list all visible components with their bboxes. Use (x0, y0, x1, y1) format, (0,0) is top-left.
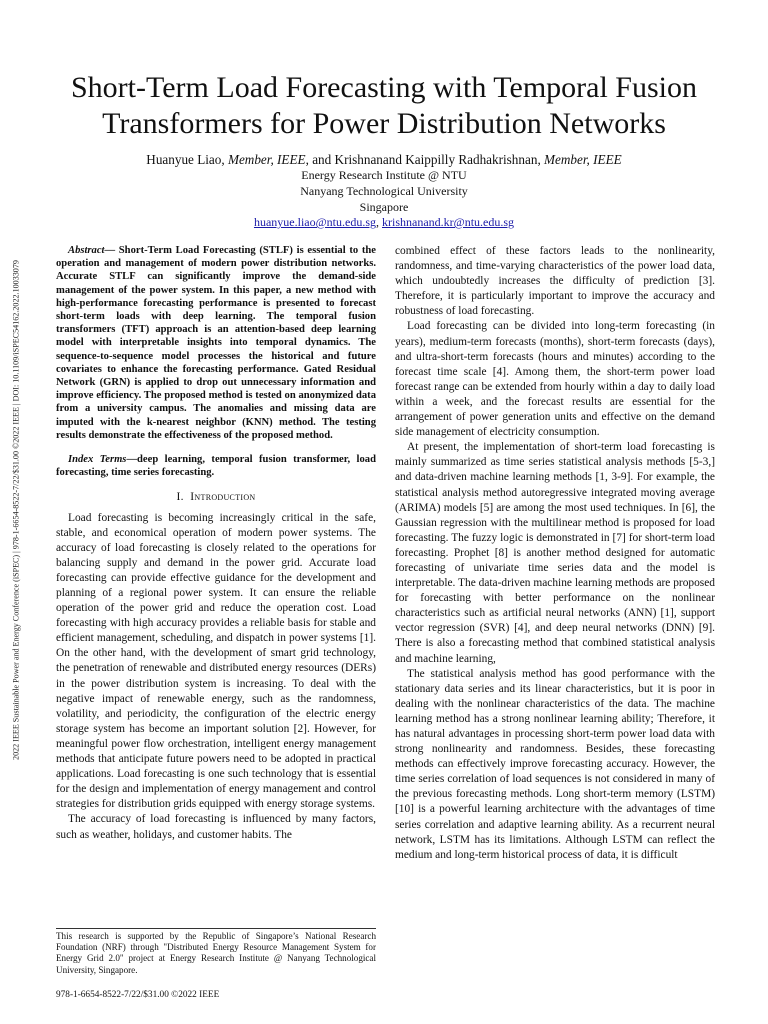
side-identifier (4, 190, 28, 830)
body-paragraph-3: At present, the implementation of short-term load forecasting is mainly summarized as time series statistical analysis methods [5-3,] and data-driven machine learning methods [1, 3-9]. For example, the statistical analysis method autoregressive integrated moving average (ARIMA) models [5] are among the most used techniques. In [6], the Gaussian regression with the multilinear method is proposed for load forecasting. The fuzzy logic is demonstrated in [7] for short-term load forecasting. Prophet [8] is another method designed for automatic forecasting of univariate time series data and the model is interpretable. The data-driven machine learning methods are proposed for forecasting with better performance on the nonlinear characteristics such as artificial neural networks (ANN) [1], support vector regression (SVR) [4], and deep neural networks (DNN) [9]. There is also a forecasting method that combined statistical analysis and machine learning, (395, 441, 715, 665)
index-terms (56, 453, 376, 479)
abstract (56, 244, 376, 442)
section-number: I. (176, 490, 184, 504)
affiliation-country: Singapore (359, 200, 409, 214)
author-2-role: Member, IEEE (544, 152, 622, 167)
author-1: Huanyue Liao, (146, 152, 228, 167)
page-footer: 978-1-6654-8522-7/22/$31.00 ©2022 IEEE (56, 990, 220, 1000)
email-separator: , (376, 215, 382, 229)
author-1-role: Member, IEEE (227, 152, 306, 167)
abstract-text: — Short-Term Load Forecasting (STLF) is essential to the operation and management of modern power distribution networks. Accurate STLF can significantly improve the demand-side management of the power system. In this paper, a new method with high-performance forecasting performance is presented to forecast short-term loads with deep learning. The temporal fusion transformers (TFT) approach is an attention-based deep learning model with interpretable insights into temporal dynamics. The sequence-to-sequence model processes the historical and future covariates to enhance the forecasting performance. Gated Residual Network (GRN) is applied to drop out unnecessary information and improve efficiency. The proposed method is tested on anonymized data from a university campus. The anomalies and missing data are imputed with the k-nearest neighbor (KNN) method. The testing results demonstrate the effectiveness of the proposed method. (56, 245, 376, 441)
abstract-label: Abstract (68, 245, 105, 256)
email-link-1[interactable]: huanyue.liao@ntu.edu.sg (253, 215, 376, 229)
side-identifier-text: 2022 IEEE Sustainable Power and Energy Conference (iSPEC) | 978-1-6654-8522-7/22/$31.00 ©2022 IEEE | DOI: 10.1109/iSPEC54162.2022.10033079 (11, 260, 21, 760)
email-link-2[interactable]: krishnanand.kr@ntu.edu.sg (382, 215, 515, 229)
footnote-text: This research is supported by the Republic of Singapore’s National Research Foundation (NRF) through "Distributed Energy Resource Management System for Energy Grid 2.0" project at Energy Research Institute @ Nanyang Technological University, Singapore. (56, 931, 376, 975)
body-paragraph-4: The statistical analysis method has good performance with the stationary data series and its linear characteristics, but it is poor in dealing with the nonlinear characteristics of the data. The machine learning method has a strong nonlinear learning ability; Therefore, it has natural advantages in processing short-term power load data with strong nonlinearity and randomness. Besides, these forecasting methods can effectively improve forecasting accuracy. However, the time series correlation of load sequences is not considered in many of the previous forecasting methods. Long short-term memory (LSTM) [10] is a powerful learning architecture with the advantages of time series correlation and adaptive learning ability. As a recurrent neural network, LSTM has its limitations. Although LSTM can reflect the medium and long-term historical process of data, it is difficult (395, 667, 715, 861)
left-column (56, 244, 376, 843)
body-paragraph-2: Load forecasting can be divided into long-term forecasting (in years), medium-term forecasts (months), short-term forecasts (days), and ultra-short-term forecasts (hours and minutes) according to the forecast time scale [4]. Among them, the short-term power load forecast range can be extended from hourly within a day to daily load within a week, and the forecast results are essential for the arrangement of power generation units and effective on the demand side management of electricity consumption. (395, 320, 715, 439)
section-title: Introduction (190, 490, 256, 504)
intro-paragraph-1: Load forecasting is becoming increasingly critical in the safe, stable, and economical operation of modern power systems. The accuracy of load forecasting is closely related to the operations for balancing supply and demand in the power grid. Accurate load forecasting can provide effective guidance for the development and planning of a regional power system. It can ensure the reliable operation of the power grid and reduce the operation cost. Load forecasting with high accuracy provides a reliable basis for stable and efficient management, scheduling, and dispatch in power systems [1]. On the other hand, with the development of smart grid technology, the penetration of renewable and distributed energy resources (DERs) in the power distribution system is increasing. To deal with the negative impact of renewable energy, such as the randomness, volatility, and periodicity, the configuration of the electric energy storage system has become an important solution [2]. However, for meaningful power flow orchestration, intelligent energy management methods that anticipate future powers need to be adopted in practical applications. Load forecasting is one such technology that is essential for the design and implementation of energy management and control strategies for distribution grids equipped with energy storage systems. (56, 511, 376, 811)
paper-title: Short-Term Load Forecasting with Temporal Fusion Transformers for Power Distribution Networks (71, 71, 697, 140)
affiliation-university: Nanyang Technological University (300, 184, 468, 198)
index-terms-text: —deep learning, temporal fusion transformer, load forecasting, time series forecasting. (56, 454, 376, 479)
right-column (395, 244, 715, 863)
body-paragraph-1: combined effect of these factors leads to the nonlinearity, randomness, and time-varying characteristics of the power load data, which undoubtedly increases the difficulty of prediction [3]. Therefore, it is particularly important to improve the accuracy and robustness of load forecasting. (395, 245, 715, 318)
index-terms-label: Index Terms (68, 454, 127, 466)
funding-footnote (56, 928, 376, 976)
section-heading-introduction (56, 489, 376, 504)
author-line (40, 152, 728, 168)
affiliation-institute: Energy Research Institute @ NTU (301, 168, 467, 182)
author-conj: , and Krishnanand Kaippilly Radhakrishnan, (305, 152, 545, 167)
author-emails (40, 215, 728, 230)
intro-paragraph-2: The accuracy of load forecasting is influenced by many factors, such as weather, holidays, and customer habits. The (56, 813, 376, 841)
